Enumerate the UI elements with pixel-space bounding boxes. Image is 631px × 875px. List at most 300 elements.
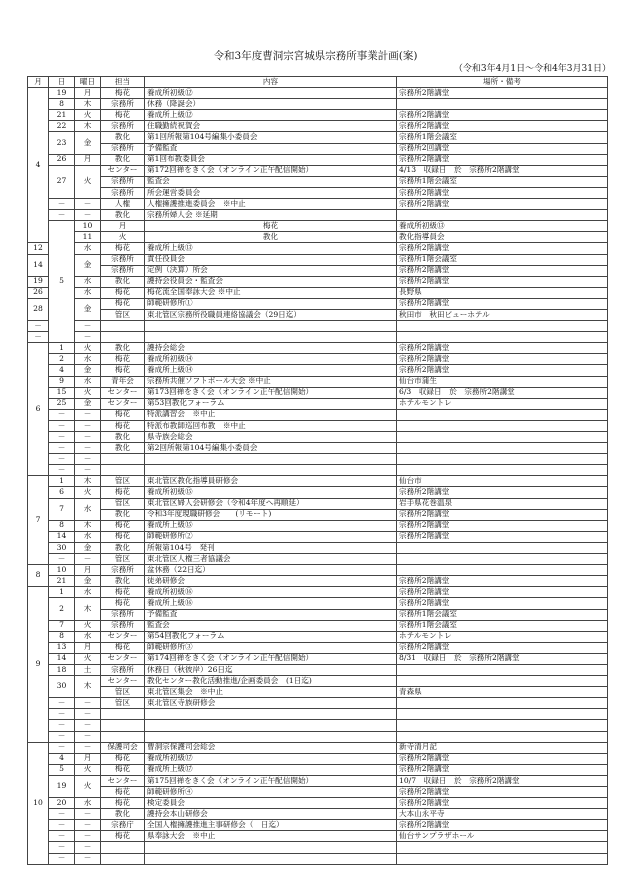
table-row <box>28 354 608 365</box>
assignee-cell: 梅花 <box>101 798 145 809</box>
assignee-cell <box>101 465 145 476</box>
day-cell: 19 <box>28 276 49 287</box>
assignee-cell <box>101 454 145 465</box>
day-cell: 8 <box>49 99 75 110</box>
table-row <box>28 565 608 576</box>
place-cell <box>397 321 608 332</box>
day-cell: 26 <box>49 154 75 165</box>
content-cell: 東北管区宗務所役職員連絡協議会（29日迄） <box>145 309 397 320</box>
table-row <box>28 110 608 121</box>
day-cell: 13 <box>49 642 75 653</box>
table-row <box>28 398 608 409</box>
table-row <box>28 631 608 642</box>
content-cell: 養成所初級⑮ <box>145 487 397 498</box>
day-cell: 9 <box>49 376 75 387</box>
assignee-cell: 梅花 <box>101 642 145 653</box>
weekday-cell: 月 <box>75 642 101 653</box>
place-cell <box>397 664 608 675</box>
weekday-cell: － <box>75 554 101 565</box>
weekday-cell: 水 <box>75 376 101 387</box>
weekday-cell: － <box>75 409 101 420</box>
place-cell: 宗務所2階講堂 <box>397 531 608 542</box>
content-cell: 護持会本山研修会 <box>145 809 397 820</box>
assignee-cell: 宗務所 <box>101 121 145 132</box>
day-cell: 23 <box>49 132 75 154</box>
content-cell: 人権擁護推進委員会 ※中止 <box>145 199 397 210</box>
assignee-cell: 梅花 <box>101 409 145 420</box>
table-row <box>28 276 608 287</box>
content-cell: 養成所上級⑯ <box>145 598 397 609</box>
weekday-cell: － <box>75 809 101 820</box>
place-cell: 宗務所2階講堂 <box>397 576 608 587</box>
table-row <box>28 787 608 798</box>
header-month: 月 <box>28 77 49 88</box>
assignee-cell: 梅花 <box>101 520 145 531</box>
place-cell: 仙台サンプラザホール <box>397 831 608 842</box>
place-cell: 宗務所2階講堂 <box>397 199 608 210</box>
place-cell <box>397 465 608 476</box>
assignee-cell: 梅花 <box>101 831 145 842</box>
place-cell <box>397 842 608 853</box>
day-cell: 19 <box>49 775 75 797</box>
table-row <box>28 620 608 631</box>
place-cell <box>397 554 608 565</box>
assignee-cell: 宗務所 <box>101 99 145 110</box>
place-cell: 宗務所2階講堂 <box>397 587 608 598</box>
assignee-cell: 教化 <box>145 232 397 243</box>
place-cell: 宗務所2階講堂 <box>397 354 608 365</box>
table-row <box>28 176 608 187</box>
day-cell: － <box>49 731 75 742</box>
content-cell: 責任役員会 <box>145 254 397 265</box>
content-cell: 徒弟研修会 <box>145 576 397 587</box>
table-row <box>28 742 608 753</box>
day-cell: － <box>49 709 75 720</box>
assignee-cell: 梅花 <box>101 787 145 798</box>
day-cell: － <box>49 443 75 454</box>
day-cell: － <box>49 199 75 210</box>
table-row <box>28 232 608 243</box>
day-cell: 21 <box>49 576 75 587</box>
table-row <box>28 587 608 598</box>
content-cell: 梅花流全国奉詠大会 ※中止 <box>145 287 397 298</box>
table-row <box>28 576 608 587</box>
assignee-cell: 宗務所 <box>101 265 145 276</box>
day-cell: 8 <box>49 520 75 531</box>
place-cell: ホテルモントレ <box>397 631 608 642</box>
assignee-cell: 梅花 <box>101 365 145 376</box>
content-cell <box>145 731 397 742</box>
assignee-cell: 教化 <box>101 432 145 443</box>
month-cell: 10 <box>28 742 49 864</box>
table-row <box>28 454 608 465</box>
weekday-cell: 金 <box>75 132 101 154</box>
weekday-cell: 月 <box>75 154 101 165</box>
place-cell: 10/7 収録日 於 宗務所2階講堂 <box>397 775 608 786</box>
content-cell: 東北管区教化指導員研修会 <box>145 476 397 487</box>
assignee-cell: 梅花 <box>101 531 145 542</box>
place-cell <box>397 565 608 576</box>
table-row <box>28 520 608 531</box>
place-cell: 4/13 収録日 於 宗務所2階講堂 <box>397 165 608 176</box>
table-row <box>28 476 608 487</box>
assignee-cell: センター <box>101 165 145 176</box>
table-row <box>28 664 608 675</box>
table-row <box>28 653 608 664</box>
month-cell: 5 <box>49 221 75 343</box>
assignee-cell: 教化 <box>101 276 145 287</box>
weekday-cell: 水 <box>75 587 101 598</box>
content-cell: 養成所初級⑭ <box>145 354 397 365</box>
table-row <box>28 531 608 542</box>
day-cell: － <box>49 831 75 842</box>
weekday-cell: 金 <box>75 398 101 409</box>
day-cell: － <box>49 432 75 443</box>
day-cell: 8 <box>49 631 75 642</box>
place-cell: 宗務所2階講堂 <box>397 121 608 132</box>
weekday-cell: － <box>75 831 101 842</box>
assignee-cell: 宗務所 <box>101 254 145 265</box>
day-cell: － <box>49 554 75 565</box>
weekday-cell: － <box>75 720 101 731</box>
content-cell: 検定委員会 <box>145 798 397 809</box>
content-cell: 護持会総会 <box>145 343 397 354</box>
assignee-cell: 教化 <box>101 343 145 354</box>
schedule-table <box>27 76 608 865</box>
assignee-cell: 梅花 <box>101 753 145 764</box>
table-row <box>28 831 608 842</box>
assignee-cell: センター <box>101 387 145 398</box>
table-row <box>28 132 608 143</box>
assignee-cell <box>101 332 145 343</box>
weekday-cell: 水 <box>75 276 101 287</box>
content-cell: 第2回所報第104号編集小委員会 <box>145 443 397 454</box>
day-cell: 15 <box>49 387 75 398</box>
content-cell: 第54回教化フォーラム <box>145 631 397 642</box>
header-content: 内容 <box>145 77 397 88</box>
day-cell: － <box>28 332 49 343</box>
weekday-cell: 水 <box>75 243 101 254</box>
table-row <box>28 842 608 853</box>
place-cell <box>397 709 608 720</box>
place-cell: 宗務所2階講堂 <box>397 365 608 376</box>
assignee-cell: センター <box>101 676 145 687</box>
content-cell: 養成所初級⑰ <box>145 753 397 764</box>
table-row <box>28 698 608 709</box>
content-cell <box>145 709 397 720</box>
table-row <box>28 709 608 720</box>
weekday-cell: 火 <box>75 653 101 664</box>
assignee-cell <box>101 720 145 731</box>
content-cell: 定例（決算）所会 <box>145 265 397 276</box>
day-cell: 11 <box>75 232 101 243</box>
content-cell: 第175回禅をきく会（オンライン正午配信開始） <box>145 775 397 786</box>
content-cell: 特派布教師巡回布教 ※中止 <box>145 420 397 431</box>
content-cell: 師範研修所① <box>145 298 397 309</box>
assignee-cell: 宗務所 <box>101 187 145 198</box>
assignee-cell: 教化 <box>101 809 145 820</box>
assignee-cell: 人権 <box>101 199 145 210</box>
weekday-cell: 火 <box>75 775 101 797</box>
assignee-cell: 梅花 <box>101 298 145 309</box>
weekday-cell: 火 <box>75 764 101 775</box>
place-cell: 宗務所1階会議室 <box>397 176 608 187</box>
place-cell: 宗務所2階講堂 <box>397 343 608 354</box>
table-row <box>28 243 608 254</box>
content-cell <box>145 465 397 476</box>
day-cell: 7 <box>49 498 75 520</box>
place-cell <box>397 210 608 221</box>
place-cell <box>397 420 608 431</box>
table-row <box>28 687 608 698</box>
content-cell: 盆休務（22日迄） <box>145 565 397 576</box>
table-row <box>28 598 608 609</box>
weekday-cell: 火 <box>101 232 145 243</box>
place-cell: 8/31 収録日 於 宗務所2階講堂 <box>397 653 608 664</box>
day-cell: 28 <box>28 298 49 320</box>
assignee-cell: 梅花 <box>101 487 145 498</box>
place-cell: 岩手県花巻温泉 <box>397 498 608 509</box>
content-cell <box>145 853 397 864</box>
place-cell <box>397 720 608 731</box>
table-row <box>28 88 608 99</box>
place-cell: ホテルモントレ <box>397 398 608 409</box>
weekday-cell: 火 <box>75 165 101 198</box>
day-cell: － <box>49 210 75 221</box>
assignee-cell: 教化 <box>101 576 145 587</box>
table-row <box>28 432 608 443</box>
assignee-cell: 教化 <box>101 154 145 165</box>
content-cell: 県寺族会総会 <box>145 432 397 443</box>
weekday-cell: 水 <box>75 631 101 642</box>
table-row <box>28 287 608 298</box>
weekday-cell: 木 <box>75 598 101 620</box>
day-cell: － <box>28 321 49 332</box>
assignee-cell: 梅花 <box>101 598 145 609</box>
month-cell: 8 <box>28 565 49 587</box>
place-cell: 宗務所2階講堂 <box>397 520 608 531</box>
content-cell <box>145 332 397 343</box>
weekday-cell: 土 <box>75 664 101 675</box>
day-cell: 10 <box>75 221 101 232</box>
place-cell: 秋田市 秋田ビューホテル <box>397 309 608 320</box>
weekday-cell: － <box>75 432 101 443</box>
assignee-cell <box>101 321 145 332</box>
content-cell: 師範研修所② <box>145 531 397 542</box>
content-cell: 教化センター教化活動推進/企画委員会 (1日迄) <box>145 676 397 687</box>
schedule-body <box>28 88 608 865</box>
table-row <box>28 143 608 154</box>
content-cell: 所会運営委員会 <box>145 187 397 198</box>
content-cell: 養成所初級⑫ <box>145 88 397 99</box>
day-cell: 19 <box>49 88 75 99</box>
assignee-cell: 宗務所 <box>101 620 145 631</box>
weekday-cell: 火 <box>75 110 101 121</box>
content-cell: 令和3年度現職研修会 (リモート) <box>145 509 397 520</box>
assignee-cell <box>101 842 145 853</box>
content-cell: 師範研修所③ <box>145 642 397 653</box>
day-cell: － <box>49 420 75 431</box>
weekday-cell: 火 <box>75 487 101 498</box>
content-cell <box>145 842 397 853</box>
assignee-cell: 梅花 <box>145 221 397 232</box>
table-row <box>28 720 608 731</box>
weekday-cell: 火 <box>75 387 101 398</box>
table-row <box>28 265 608 276</box>
weekday-cell: 金 <box>75 254 101 276</box>
document-title: 令和3年度曹洞宗宮城県宗務所事業計画(案) <box>213 50 418 62</box>
weekday-cell: 月 <box>75 88 101 99</box>
weekday-cell: 木 <box>75 99 101 110</box>
place-cell: 宗務所2階講堂 <box>397 820 608 831</box>
header-day: 日 <box>49 77 75 88</box>
assignee-cell: 梅花 <box>101 243 145 254</box>
table-row <box>28 343 608 354</box>
weekday-cell: － <box>75 454 101 465</box>
place-cell <box>397 676 608 687</box>
content-cell: 養成所初級⑬ <box>397 221 608 232</box>
day-cell: 6 <box>49 487 75 498</box>
assignee-cell: 管区 <box>101 687 145 698</box>
table-row <box>28 199 608 210</box>
table-row <box>28 221 608 232</box>
place-cell: 宗務所2階講堂 <box>397 88 608 99</box>
day-cell: － <box>49 809 75 820</box>
assignee-cell: 青年会 <box>101 376 145 387</box>
assignee-cell: 宗務所 <box>101 176 145 187</box>
weekday-cell: － <box>75 465 101 476</box>
table-row <box>28 487 608 498</box>
day-cell: 2 <box>49 354 75 365</box>
content-cell <box>145 454 397 465</box>
table-row <box>28 676 608 687</box>
content-cell: 宗務所婦人会 ※延期 <box>145 210 397 221</box>
table-row <box>28 609 608 620</box>
weekday-cell: － <box>75 709 101 720</box>
table-row <box>28 365 608 376</box>
content-cell: 第174回禅をきく会（オンライン正午配信開始） <box>145 653 397 664</box>
place-cell: 宗務所1階会議室 <box>397 132 608 143</box>
place-cell: 宗務所2階講堂 <box>397 753 608 764</box>
weekday-cell: － <box>75 332 101 343</box>
content-cell: 休務日（秋彼岸）26日迄 <box>145 664 397 675</box>
content-cell: 県奉詠大会 ※中止 <box>145 831 397 842</box>
place-cell: 宗務所2回講堂 <box>397 143 608 154</box>
day-cell: － <box>49 409 75 420</box>
table-row <box>28 554 608 565</box>
day-cell: 18 <box>49 664 75 675</box>
assignee-cell: 梅花 <box>101 764 145 775</box>
place-cell: 宗務所2階講堂 <box>397 787 608 798</box>
content-cell: 教化指導員会 <box>397 232 608 243</box>
day-cell: － <box>49 454 75 465</box>
weekday-cell: 月 <box>75 565 101 576</box>
assignee-cell: 梅花 <box>101 354 145 365</box>
assignee-cell: センター <box>101 775 145 786</box>
assignee-cell: 梅花 <box>101 110 145 121</box>
day-cell: 1 <box>49 343 75 354</box>
weekday-cell: － <box>75 420 101 431</box>
weekday-cell: 金 <box>75 542 101 553</box>
day-cell: 5 <box>49 764 75 775</box>
table-row <box>28 376 608 387</box>
assignee-cell: 教化 <box>101 509 145 520</box>
place-cell: 仙台市 <box>397 476 608 487</box>
day-cell: － <box>49 820 75 831</box>
fiscal-period: （令和3年4月1日～令和4年3月31日） <box>453 64 611 74</box>
content-cell: 第173回禅をきく会（オンライン正午配信開始） <box>145 387 397 398</box>
table-row <box>28 853 608 864</box>
table-row <box>28 731 608 742</box>
weekday-cell: 水 <box>75 354 101 365</box>
table-row <box>28 210 608 221</box>
table-row <box>28 775 608 786</box>
assignee-cell <box>101 709 145 720</box>
month-cell: 6 <box>28 343 49 476</box>
place-cell: 宗務所2階講堂 <box>397 243 608 254</box>
day-cell: － <box>49 465 75 476</box>
place-cell: 宗務所2階講堂 <box>397 598 608 609</box>
content-cell: 第172回禅をきく会（オンライン正午配信開始） <box>145 165 397 176</box>
day-cell: 4 <box>49 753 75 764</box>
table-row <box>28 764 608 775</box>
place-cell <box>397 432 608 443</box>
day-cell: 1 <box>49 587 75 598</box>
weekday-cell: 水 <box>75 287 101 298</box>
content-cell: 予備監査 <box>145 609 397 620</box>
table-row <box>28 509 608 520</box>
weekday-cell: － <box>75 321 101 332</box>
assignee-cell: 教化 <box>101 542 145 553</box>
table-row <box>28 465 608 476</box>
header-place: 場所・備考 <box>397 77 608 88</box>
place-cell: 宗務所2階講堂 <box>397 798 608 809</box>
table-row <box>28 820 608 831</box>
assignee-cell: 宗務所 <box>101 565 145 576</box>
table-row <box>28 121 608 132</box>
content-cell: 監査会 <box>145 620 397 631</box>
place-cell: 大本山永平寺 <box>397 809 608 820</box>
content-cell: 第53回教化フォーラム <box>145 398 397 409</box>
content-cell <box>145 720 397 731</box>
table-row <box>28 798 608 809</box>
weekday-cell: 月 <box>101 221 145 232</box>
weekday-cell: 金 <box>75 576 101 587</box>
assignee-cell: 管区 <box>101 309 145 320</box>
assignee-cell: 宗務所 <box>101 664 145 675</box>
content-cell <box>145 321 397 332</box>
weekday-cell: 水 <box>75 498 101 520</box>
weekday-cell: 金 <box>75 298 101 320</box>
table-row <box>28 409 608 420</box>
place-cell <box>397 443 608 454</box>
table-row <box>28 309 608 320</box>
header-weekday: 曜日 <box>75 77 101 88</box>
place-cell: 仙台市蒲生 <box>397 376 608 387</box>
assignee-cell: 宗務庁 <box>101 820 145 831</box>
assignee-cell: 管区 <box>101 476 145 487</box>
day-cell: 7 <box>49 620 75 631</box>
place-cell: 宗務所1階会議室 <box>397 254 608 265</box>
place-cell <box>397 731 608 742</box>
table-row <box>28 154 608 165</box>
table-row <box>28 332 608 343</box>
weekday-cell: － <box>75 742 101 753</box>
assignee-cell: 教化 <box>101 210 145 221</box>
assignee-cell <box>101 853 145 864</box>
header-assignee: 担当 <box>101 77 145 88</box>
place-cell: 宗務所2階講堂 <box>397 187 608 198</box>
